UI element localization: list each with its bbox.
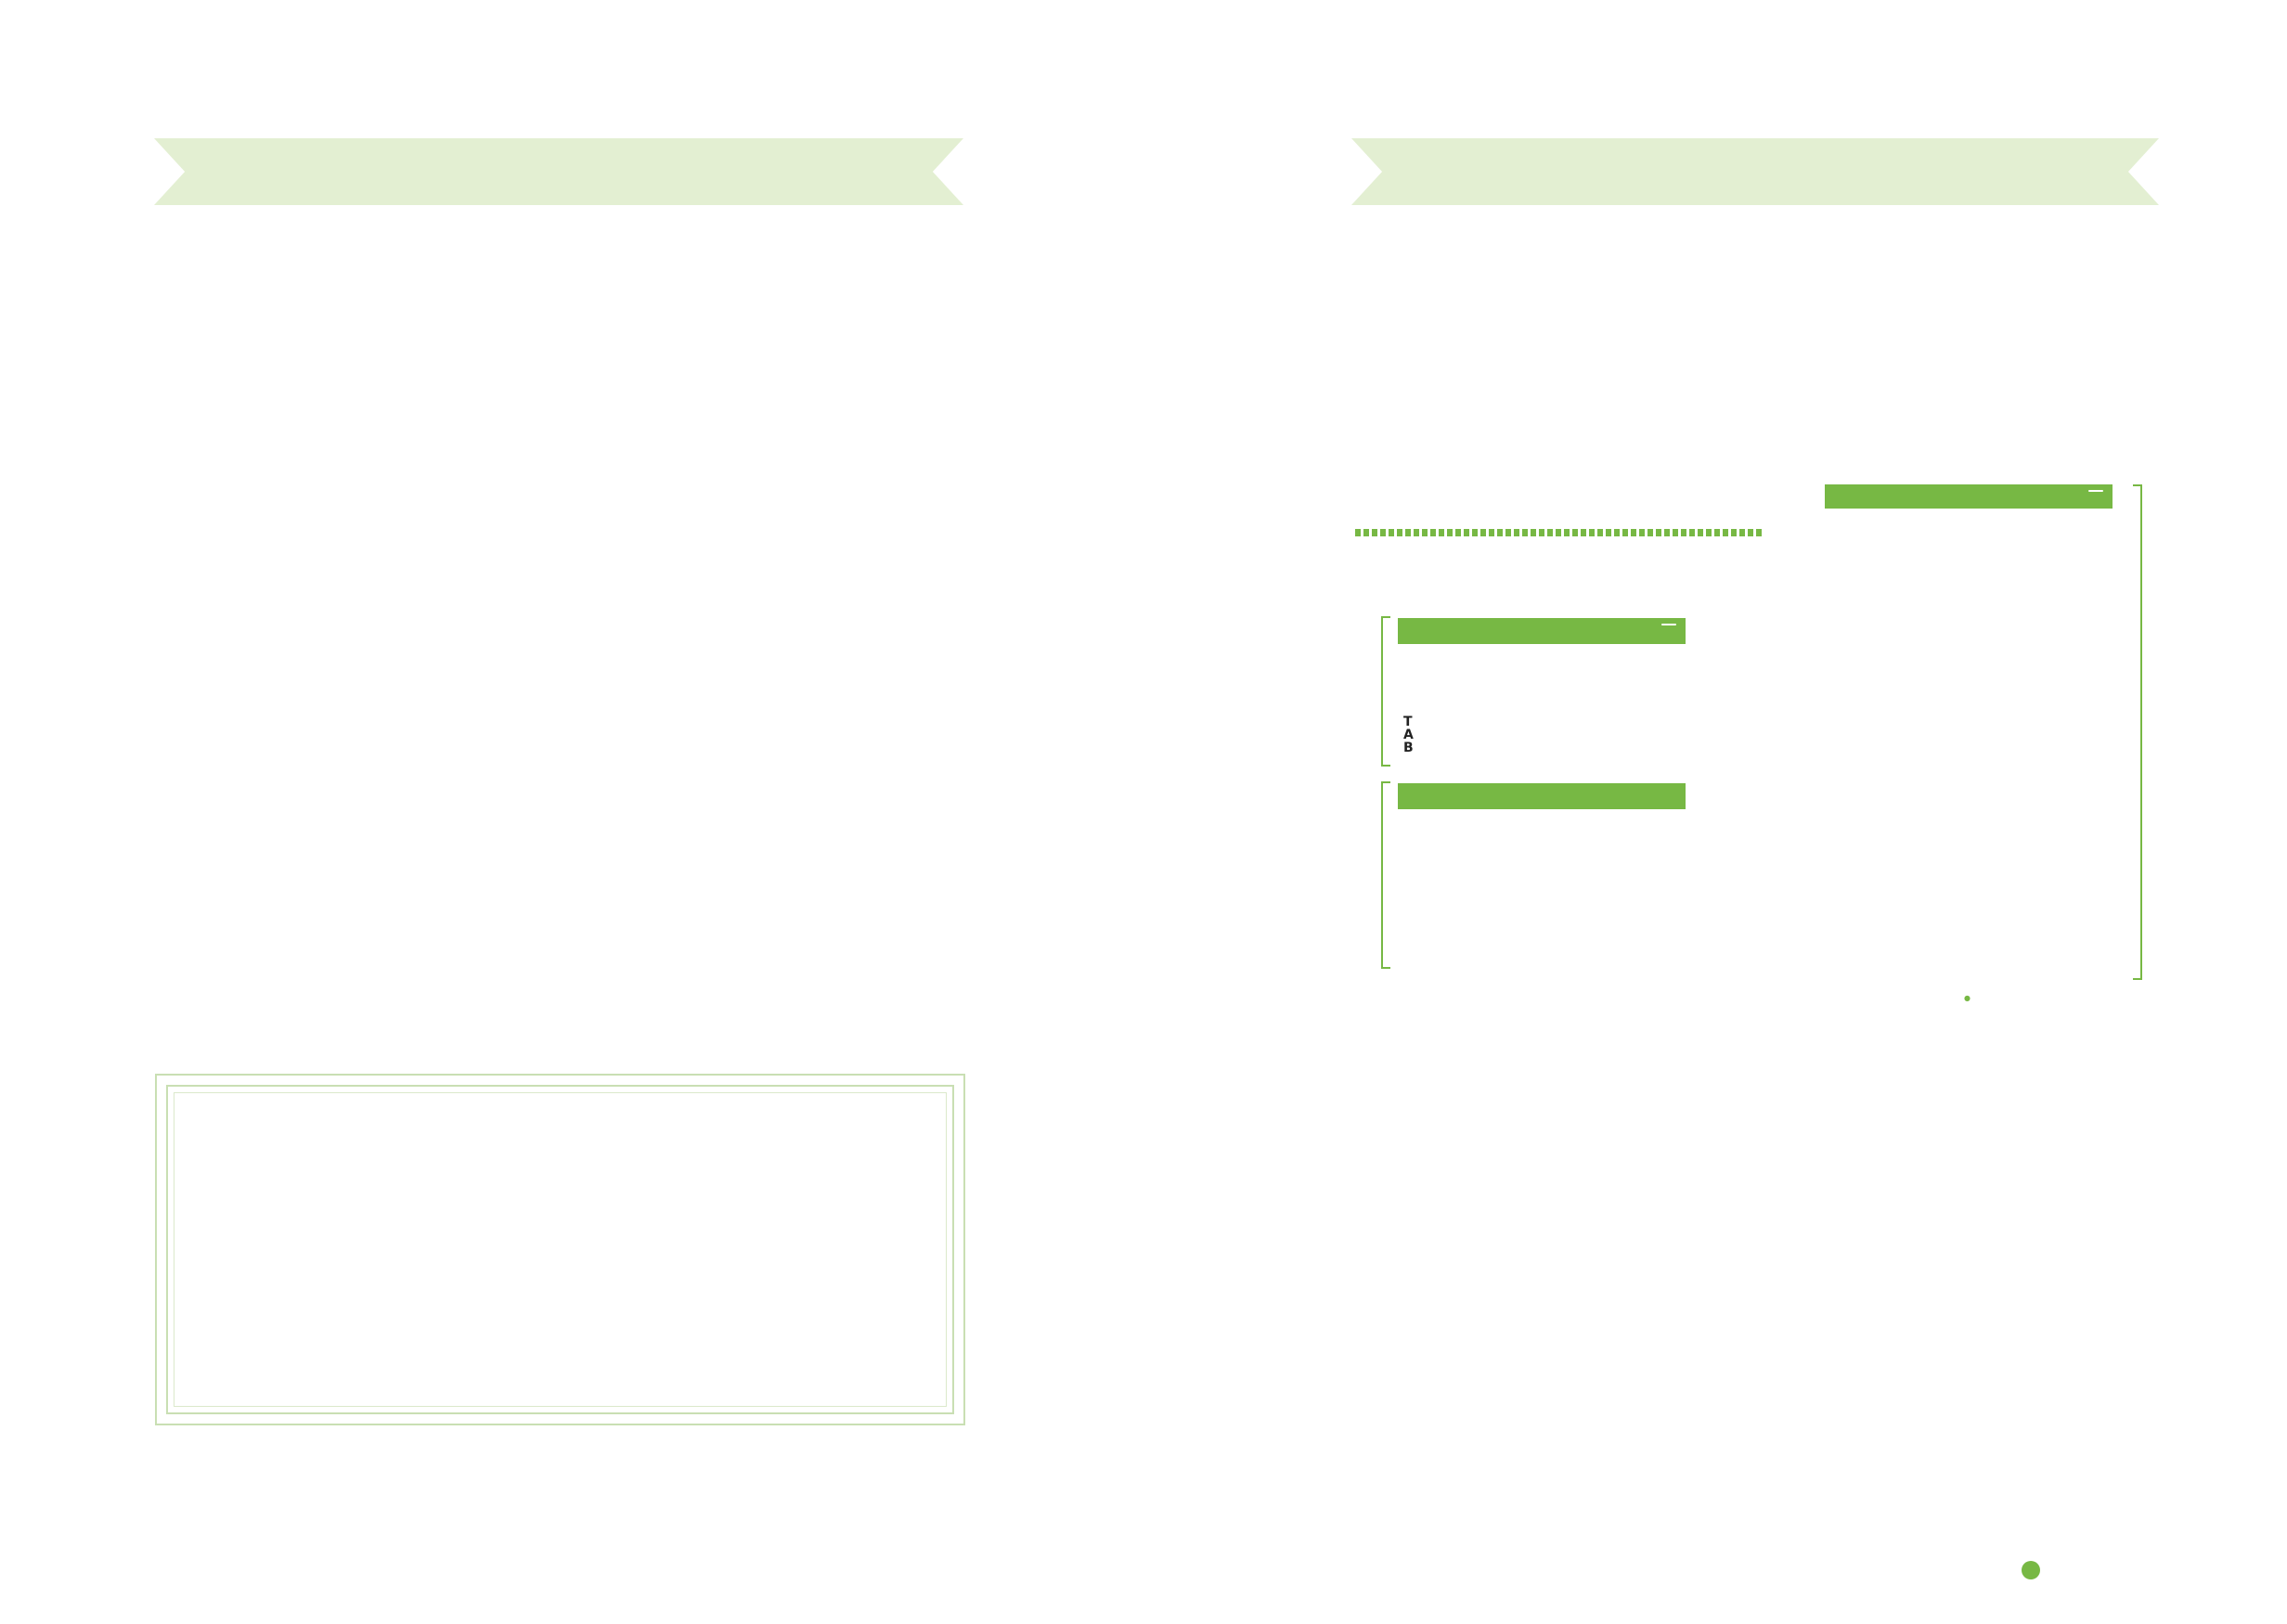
footer-section bbox=[2022, 1561, 2049, 1579]
svg-text:B: B bbox=[1403, 741, 1414, 755]
fretboard-diagram bbox=[1398, 870, 1704, 974]
vocab-track-pill bbox=[2088, 490, 2103, 492]
sample-spread bbox=[1355, 471, 2163, 1010]
left-body bbox=[155, 221, 964, 267]
right-banner bbox=[1351, 138, 2159, 205]
features-box bbox=[155, 1074, 965, 1425]
left-banner bbox=[154, 138, 963, 205]
vocab-label-bar bbox=[1825, 484, 2113, 509]
svg-text:T: T bbox=[1403, 715, 1413, 729]
sample-right-page bbox=[1825, 484, 2163, 1010]
sample-left-page bbox=[1355, 471, 1764, 1010]
footer-dot-icon bbox=[2022, 1561, 2040, 1579]
backing-tab-staff bbox=[1400, 687, 1752, 761]
svg-text:A: A bbox=[1403, 728, 1414, 742]
track-pill bbox=[1661, 624, 1676, 625]
backing-label-bar bbox=[1398, 618, 1686, 644]
solo-label-bar bbox=[1398, 783, 1686, 809]
sample-page-right-footer: ● bbox=[1964, 994, 1970, 1002]
